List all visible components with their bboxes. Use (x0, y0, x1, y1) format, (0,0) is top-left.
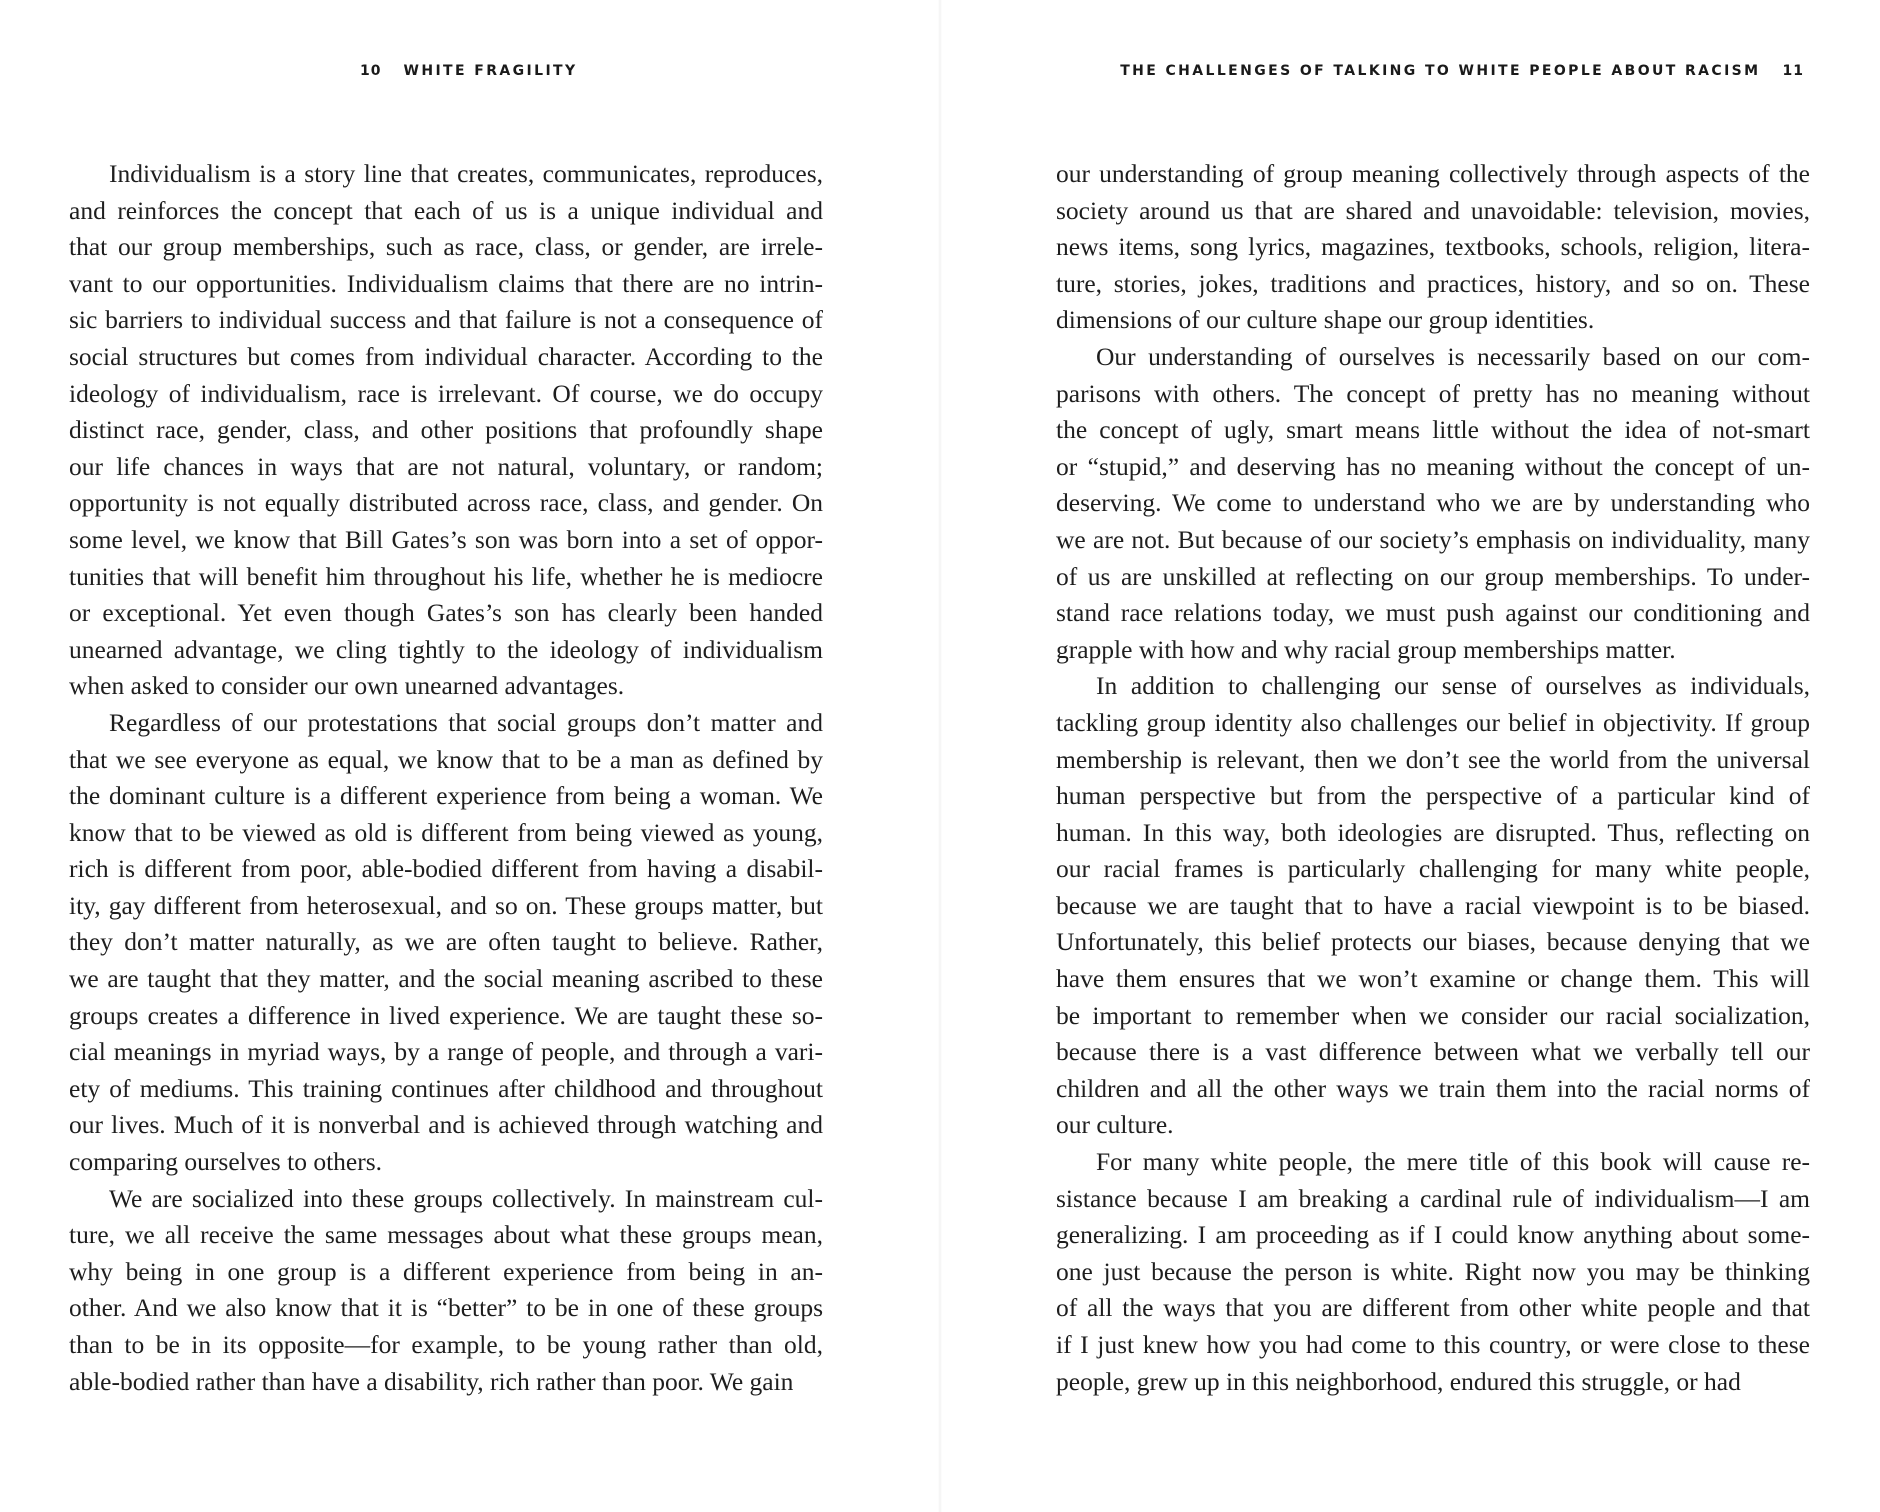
page-number-right: 11 (1782, 63, 1804, 79)
text-line: ideology of individualism, race is irrelevant. Of course, we do occupy (69, 378, 823, 408)
text-line: we are not. But because of our society’s emphasis on individuality, many (1056, 524, 1810, 554)
text-line: We are socialized into these groups collectively. In mainstream cul- (109, 1183, 823, 1213)
text-line: Individualism is a story line that creates, communicates, reproduces, (109, 159, 823, 188)
text-line: ity, gay different from heterosexual, and so on. These groups matter, but (69, 890, 823, 920)
text-line: they don’t matter naturally, as we are often taught to believe. Rather, (69, 927, 823, 957)
text-line: rich is different from poor, able-bodied different from having a disabil- (69, 854, 823, 884)
running-head-left (360, 63, 578, 79)
text-line: children and all the other ways we train them into the racial norms of (1056, 1073, 1810, 1103)
text-line: dimensions of our culture shape our group identities. (1056, 305, 1595, 335)
text-line: Unfortunately, this belief protects our biases, because denying that we (1056, 927, 1810, 957)
text-line: society around us that are shared and unavoidable: television, movies, (1056, 195, 1810, 225)
text-line: human perspective but from the perspective of a particular kind of (1056, 781, 1810, 811)
text-line: know that to be viewed as old is different from being viewed as young, (69, 817, 823, 847)
running-head-title-left: WHITE FRAGILITY (403, 63, 578, 79)
paragraph (69, 156, 823, 705)
paragraph (1056, 668, 1810, 1144)
text-line: Regardless of our protestations that social groups don’t matter and (109, 707, 823, 737)
text-line: that we see everyone as equal, we know that to be a man as defined by (69, 744, 823, 774)
paragraph (69, 705, 823, 1181)
text-line: people, grew up in this neighborhood, endured this struggle, or had (1056, 1366, 1741, 1396)
text-line: when asked to consider our own unearned advantages. (69, 671, 625, 701)
text-line: and reinforces the concept that each of us is a unique individual and (69, 195, 823, 225)
text-line: our culture. (1056, 1110, 1174, 1140)
running-head-title-right: THE CHALLENGES OF TALKING TO WHITE PEOPLE ABOUT RACISM (1120, 63, 1761, 79)
text-line: In addition to challenging our sense of ourselves as individuals, (1096, 671, 1810, 701)
text-line: unearned advantage, we cling tightly to the ideology of individualism (69, 634, 823, 664)
body-text-right (1056, 156, 1810, 1400)
text-line: cial meanings in myriad ways, by a range of people, and through a vari- (69, 1037, 823, 1067)
paragraph (1056, 339, 1810, 668)
text-line: one just because the person is white. Right now you may be thinking (1056, 1256, 1810, 1286)
text-line: because we are taught that to have a racial viewpoint is to be biased. (1056, 890, 1810, 920)
text-line: sistance because I am breaking a cardinal rule of individualism—I am (1056, 1183, 1810, 1213)
text-line: deserving. We come to understand who we are by understanding who (1056, 488, 1810, 518)
text-line: ture, stories, jokes, traditions and practices, history, and so on. These (1056, 268, 1810, 298)
text-line: than to be in its opposite—for example, to be young rather than old, (69, 1330, 823, 1359)
text-line: because there is a vast difference between what we verbally tell our (1056, 1037, 1810, 1067)
text-line: tackling group identity also challenges our belief in objectivity. If group (1056, 707, 1810, 737)
text-line: why being in one group is a different experience from being in an- (69, 1256, 823, 1286)
text-line: distinct race, gender, class, and other positions that profoundly shape (69, 415, 823, 445)
text-line: social structures but comes from individual character. According to the (69, 341, 823, 371)
text-line: ety of mediums. This training continues after childhood and throughout (69, 1073, 823, 1103)
text-line: other. And we also know that it is “better” to be in one of these groups (69, 1293, 823, 1323)
text-line: be important to remember when we consider our racial socialization, (1056, 1000, 1810, 1030)
text-line: or “stupid,” and deserving has no meaning without the concept of un- (1056, 451, 1810, 481)
text-line: we are taught that they matter, and the social meaning ascribed to these (69, 964, 823, 994)
text-line: stand race relations today, we must push against our conditioning and (1056, 598, 1810, 628)
text-line: able-bodied rather than have a disability, rich rather than poor. We gain (69, 1366, 794, 1396)
text-line: Our understanding of ourselves is necessarily based on our com- (1096, 341, 1810, 371)
text-line: vant to our opportunities. Individualism claims that there are no intrin- (69, 268, 823, 298)
right-page (940, 0, 1880, 1512)
text-line: parisons with others. The concept of pretty has no meaning without (1056, 378, 1810, 408)
body-text-left (69, 156, 823, 1400)
text-line: our understanding of group meaning collectively through aspects of the (1056, 159, 1810, 188)
paragraph (69, 1181, 823, 1401)
text-line: ture, we all receive the same messages about what these groups mean, (69, 1220, 823, 1250)
text-line: our racial frames is particularly challenging for many white people, (1056, 854, 1810, 884)
text-line: human. In this way, both ideologies are disrupted. Thus, reflecting on (1056, 817, 1810, 847)
text-line: the dominant culture is a different experience from being a woman. We (69, 781, 823, 811)
text-line: or exceptional. Yet even though Gates’s son has clearly been handed (69, 598, 823, 628)
paragraph (1056, 1144, 1810, 1400)
text-line: tunities that will benefit him throughout his life, whether he is mediocre (69, 561, 823, 591)
text-line: if I just knew how you had come to this country, or were close to these (1056, 1330, 1810, 1359)
text-line: our life chances in ways that are not natural, voluntary, or random; (69, 451, 823, 481)
text-line: For many white people, the mere title of this book will cause re- (1096, 1147, 1810, 1177)
text-line: of us are unskilled at reflecting on our group memberships. To under- (1056, 561, 1810, 591)
text-line: grapple with how and why racial group memberships matter. (1056, 634, 1676, 664)
text-line: comparing ourselves to others. (69, 1147, 383, 1177)
text-line: membership is relevant, then we don’t see the world from the universal (1056, 744, 1810, 774)
text-line: groups creates a difference in lived experience. We are taught these so- (69, 1000, 823, 1030)
text-line: have them ensures that we won’t examine or change them. This will (1056, 964, 1810, 994)
text-line: of all the ways that you are different from other white people and that (1056, 1293, 1810, 1323)
text-line: our lives. Much of it is nonverbal and is achieved through watching and (69, 1110, 823, 1140)
text-line: some level, we know that Bill Gates’s son was born into a set of oppor- (69, 524, 823, 554)
paragraph (1056, 156, 1810, 339)
text-line: sic barriers to individual success and that failure is not a consequence of (69, 305, 823, 335)
text-line: opportunity is not equally distributed across race, class, and gender. On (69, 488, 823, 518)
text-line: the concept of ugly, smart means little without the idea of not-smart (1056, 415, 1810, 445)
text-line: that our group memberships, such as race, class, or gender, are irrele- (69, 232, 823, 262)
text-line: news items, song lyrics, magazines, textbooks, schools, religion, litera- (1056, 232, 1810, 262)
running-head-right (1120, 63, 1804, 79)
text-line: generalizing. I am proceeding as if I could know anything about some- (1056, 1220, 1810, 1250)
page-number-left: 10 (360, 63, 382, 79)
